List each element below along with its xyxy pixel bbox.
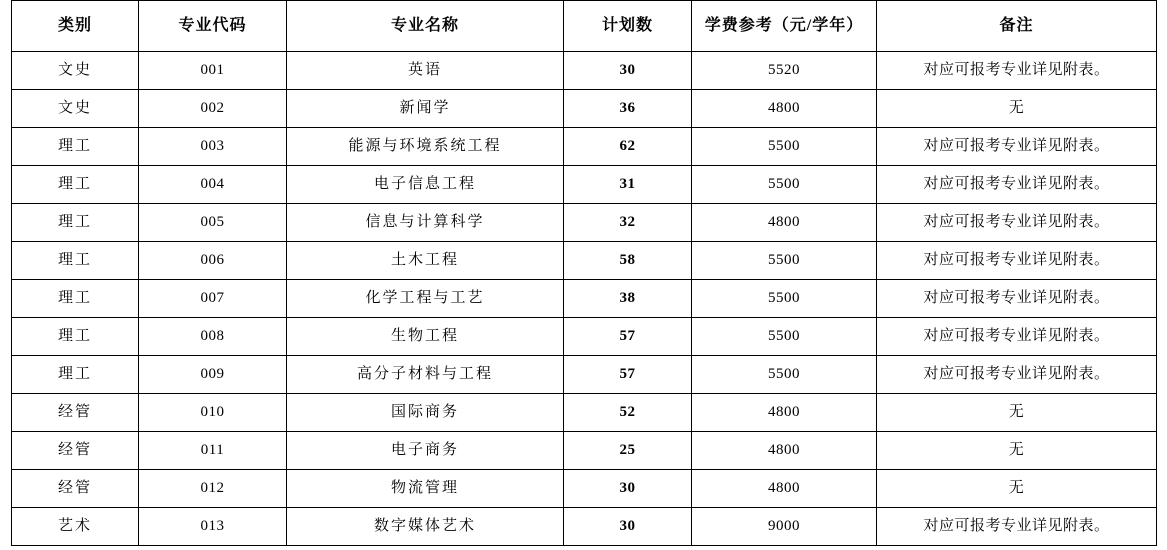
cell-category: 艺术 <box>12 508 139 546</box>
cell-category: 经管 <box>12 394 139 432</box>
cell-plan-count: 57 <box>564 318 692 356</box>
cell-note: 对应可报考专业详见附表。 <box>877 204 1157 242</box>
cell-category: 理工 <box>12 242 139 280</box>
table-row <box>12 508 1157 546</box>
cell-major-name: 高分子材料与工程 <box>287 356 564 394</box>
cell-category: 经管 <box>12 432 139 470</box>
cell-note: 无 <box>877 432 1157 470</box>
cell-major-code: 006 <box>139 242 287 280</box>
table-row <box>12 432 1157 470</box>
cell-plan-count: 38 <box>564 280 692 318</box>
column-header-plan-count: 计划数 <box>564 1 692 52</box>
cell-category: 理工 <box>12 128 139 166</box>
cell-major-code: 011 <box>139 432 287 470</box>
table-row <box>12 128 1157 166</box>
cell-plan-count: 31 <box>564 166 692 204</box>
cell-tuition: 5500 <box>692 318 877 356</box>
cell-plan-count: 62 <box>564 128 692 166</box>
cell-category: 理工 <box>12 204 139 242</box>
table-row <box>12 242 1157 280</box>
cell-tuition: 4800 <box>692 90 877 128</box>
table-row <box>12 90 1157 128</box>
cell-major-code: 007 <box>139 280 287 318</box>
table-header <box>12 1 1157 52</box>
column-header-category: 类别 <box>12 1 139 52</box>
cell-major-code: 003 <box>139 128 287 166</box>
cell-tuition: 5520 <box>692 52 877 90</box>
cell-category: 理工 <box>12 356 139 394</box>
cell-note: 对应可报考专业详见附表。 <box>877 318 1157 356</box>
cell-note: 对应可报考专业详见附表。 <box>877 356 1157 394</box>
cell-major-name: 英语 <box>287 52 564 90</box>
column-header-note: 备注 <box>877 1 1157 52</box>
cell-major-name: 能源与环境系统工程 <box>287 128 564 166</box>
cell-category: 理工 <box>12 318 139 356</box>
cell-plan-count: 32 <box>564 204 692 242</box>
table-row <box>12 166 1157 204</box>
cell-note: 对应可报考专业详见附表。 <box>877 128 1157 166</box>
cell-major-name: 生物工程 <box>287 318 564 356</box>
column-header-tuition: 学费参考（元/学年） <box>692 1 877 52</box>
cell-plan-count: 25 <box>564 432 692 470</box>
cell-tuition: 5500 <box>692 128 877 166</box>
cell-tuition: 9000 <box>692 508 877 546</box>
table-row <box>12 356 1157 394</box>
cell-major-code: 013 <box>139 508 287 546</box>
cell-tuition: 5500 <box>692 356 877 394</box>
cell-tuition: 4800 <box>692 204 877 242</box>
cell-note: 对应可报考专业详见附表。 <box>877 280 1157 318</box>
cell-note: 对应可报考专业详见附表。 <box>877 52 1157 90</box>
cell-category: 理工 <box>12 166 139 204</box>
cell-tuition: 5500 <box>692 280 877 318</box>
cell-major-code: 004 <box>139 166 287 204</box>
table-row <box>12 470 1157 508</box>
cell-major-name: 物流管理 <box>287 470 564 508</box>
cell-major-code: 012 <box>139 470 287 508</box>
cell-major-name: 数字媒体艺术 <box>287 508 564 546</box>
table-body <box>12 52 1157 546</box>
cell-major-code: 005 <box>139 204 287 242</box>
cell-plan-count: 58 <box>564 242 692 280</box>
cell-major-code: 009 <box>139 356 287 394</box>
cell-note: 对应可报考专业详见附表。 <box>877 508 1157 546</box>
table-header-row <box>12 1 1157 52</box>
cell-category: 经管 <box>12 470 139 508</box>
cell-note: 无 <box>877 90 1157 128</box>
cell-major-name: 化学工程与工艺 <box>287 280 564 318</box>
cell-category: 文史 <box>12 52 139 90</box>
cell-note: 对应可报考专业详见附表。 <box>877 166 1157 204</box>
cell-plan-count: 30 <box>564 508 692 546</box>
cell-major-code: 008 <box>139 318 287 356</box>
cell-plan-count: 30 <box>564 470 692 508</box>
cell-major-name: 土木工程 <box>287 242 564 280</box>
column-header-major-name: 专业名称 <box>287 1 564 52</box>
cell-category: 文史 <box>12 90 139 128</box>
cell-major-code: 002 <box>139 90 287 128</box>
cell-plan-count: 57 <box>564 356 692 394</box>
cell-tuition: 4800 <box>692 432 877 470</box>
column-header-major-code: 专业代码 <box>139 1 287 52</box>
cell-major-code: 001 <box>139 52 287 90</box>
cell-tuition: 4800 <box>692 394 877 432</box>
cell-major-name: 信息与计算科学 <box>287 204 564 242</box>
cell-major-name: 新闻学 <box>287 90 564 128</box>
cell-note: 无 <box>877 470 1157 508</box>
cell-major-name: 国际商务 <box>287 394 564 432</box>
cell-note: 无 <box>877 394 1157 432</box>
cell-plan-count: 30 <box>564 52 692 90</box>
cell-plan-count: 52 <box>564 394 692 432</box>
table-row <box>12 318 1157 356</box>
cell-tuition: 4800 <box>692 470 877 508</box>
cell-tuition: 5500 <box>692 166 877 204</box>
enrollment-plan-table <box>11 0 1157 546</box>
table-row <box>12 204 1157 242</box>
table-row <box>12 280 1157 318</box>
cell-note: 对应可报考专业详见附表。 <box>877 242 1157 280</box>
cell-category: 理工 <box>12 280 139 318</box>
cell-major-name: 电子信息工程 <box>287 166 564 204</box>
cell-plan-count: 36 <box>564 90 692 128</box>
cell-tuition: 5500 <box>692 242 877 280</box>
table-row <box>12 394 1157 432</box>
cell-major-code: 010 <box>139 394 287 432</box>
cell-major-name: 电子商务 <box>287 432 564 470</box>
table-row <box>12 52 1157 90</box>
